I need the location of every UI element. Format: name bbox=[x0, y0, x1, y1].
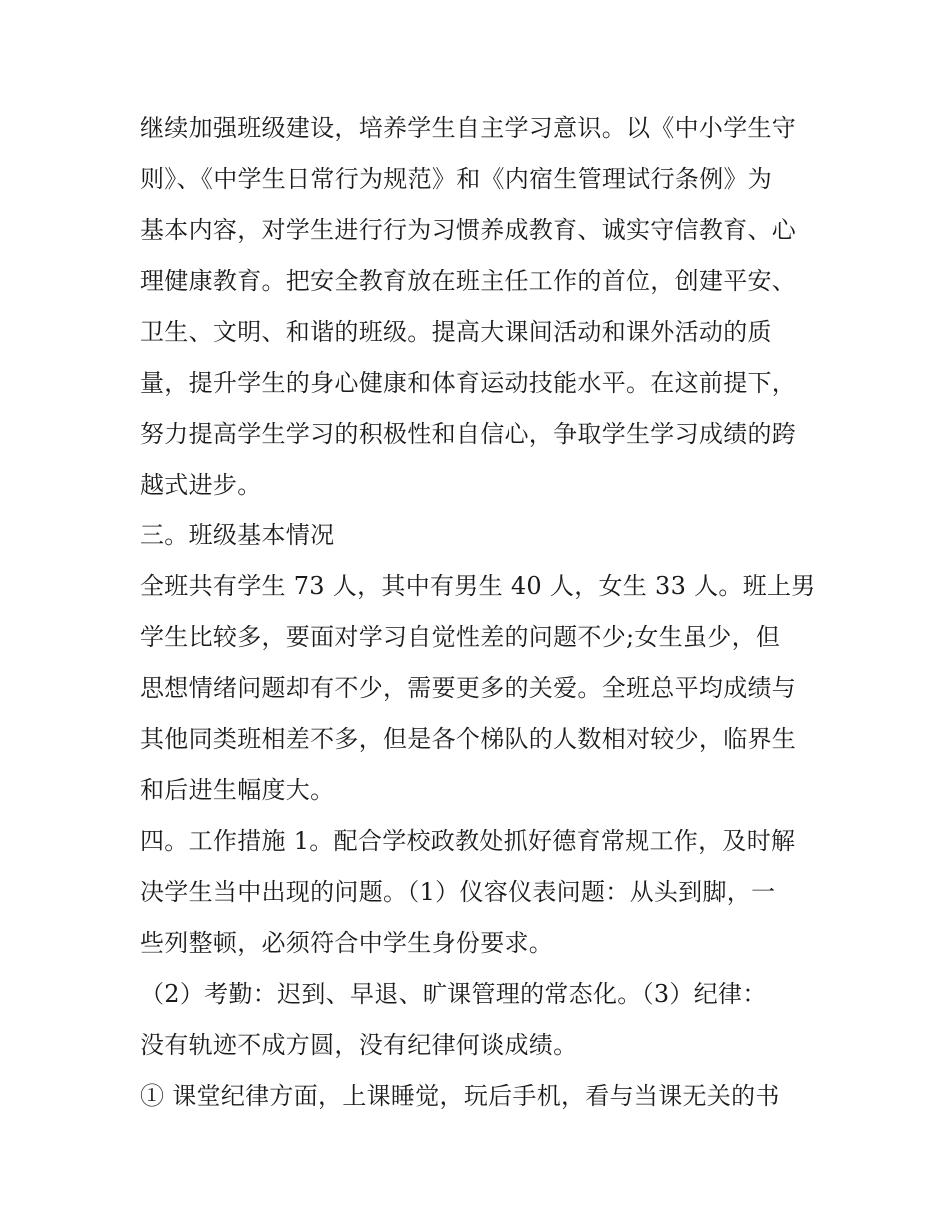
text-line: 越式进步。 bbox=[140, 471, 262, 499]
text-line: 理健康教育。把安全教育放在班主任工作的首位，创建平安、 bbox=[140, 267, 797, 295]
text-line: 卫生、文明、和谐的班级。提高大课间活动和课外活动的质 bbox=[140, 318, 772, 346]
text-line: 努力提高学生学习的积极性和自信心，争取学生学习成绩的跨 bbox=[140, 420, 797, 448]
text-line: 其他同类班相差不多，但是各个梯队的人数相对较少，临界生 bbox=[140, 725, 797, 753]
text-line: 些列整顿，必须符合中学生身份要求。 bbox=[140, 929, 554, 957]
section-heading: 四。工作措施 1。配合学校政教处抓好德育常规工作，及时解 bbox=[140, 827, 796, 855]
text-line: ① 课堂纪律方面，上课睡觉，玩后手机，看与当课无关的书 bbox=[140, 1082, 780, 1110]
text-line: 基本内容，对学生进行行为习惯养成教育、诚实守信教育、心 bbox=[140, 216, 797, 244]
section-heading: 三。班级基本情况 bbox=[140, 521, 335, 549]
text-line: （2）考勤：迟到、早退、旷课管理的常态化。（3）纪律： bbox=[140, 980, 767, 1008]
text-line: 决学生当中出现的问题。（1）仪容仪表问题：从头到脚，一 bbox=[140, 878, 776, 906]
text-line: 则》、《中学生日常行为规范》和《内宿生管理试行条例》为 bbox=[140, 165, 773, 193]
text-line: 思想情绪问题却有不少，需要更多的关爱。全班总平均成绩与 bbox=[140, 674, 797, 702]
text-line: 量，提升学生的身心健康和体育运动技能水平。在这前提下， bbox=[140, 369, 797, 397]
text-line: 学生比较多，要面对学习自觉性差的问题不少;女生虽少，但 bbox=[140, 623, 781, 651]
text-line: 没有轨迹不成方圆，没有纪律何谈成绩。 bbox=[140, 1031, 578, 1059]
text-line: 全班共有学生 73 人，其中有男生 40 人，女生 33 人。班上男 bbox=[140, 572, 816, 600]
text-line: 和后进生幅度大。 bbox=[140, 776, 335, 804]
text-line: 继续加强班级建设，培养学生自主学习意识。以《中小学生守 bbox=[140, 114, 797, 142]
